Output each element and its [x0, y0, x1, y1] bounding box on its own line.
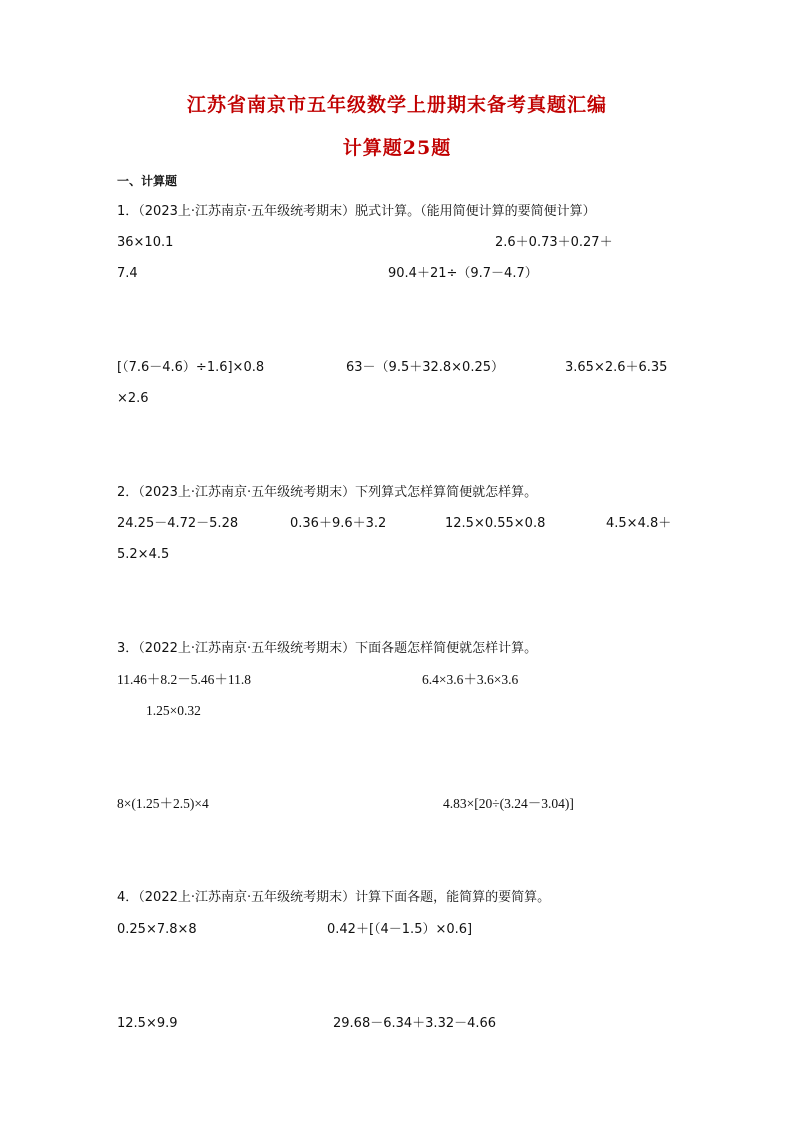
question-4-stem: 4．（2022上·江苏南京·五年级统考期末）计算下面各题，能简算的要简算。	[117, 890, 551, 905]
q2-expression-3: 12.5×0.55×0.8	[445, 516, 546, 531]
question-1-stem: 1．（2023上·江苏南京·五年级统考期末）脱式计算。（能用简便计算的要简便计算）	[117, 204, 596, 219]
q1-expression-2-wrap: 7.4	[117, 266, 138, 281]
q3-expression-5: 4.83×[20÷(3.24－3.04)]	[443, 796, 574, 811]
question-3-stem: 3．（2022上·江苏南京·五年级统考期末）下面各题怎样简便就怎样计算。	[117, 641, 538, 656]
q3-expression-2: 6.4×3.6＋3.6×3.6	[422, 672, 519, 687]
q4-expression-2: 0.42＋[（4－1.5）×0.6]	[327, 922, 473, 937]
q3-expression-1: 11.46＋8.2－5.46＋11.8	[117, 672, 251, 687]
q4-expression-3: 12.5×9.9	[117, 1016, 178, 1031]
q1-expression-5: 63－（9.5＋32.8×0.25）	[346, 360, 504, 375]
q1-expression-1: 36×10.1	[117, 235, 174, 250]
q3-expression-4: 8×(1.25＋2.5)×4	[117, 796, 209, 811]
q1-expression-6: 3.65×2.6＋6.35	[565, 360, 668, 375]
q1-expression-3: 90.4＋21÷（9.7－4.7）	[388, 266, 538, 281]
q2-expression-1: 24.25－4.72－5.28	[117, 516, 239, 531]
q1-expression-6-wrap: ×2.6	[117, 391, 149, 406]
document-subtitle: 计算题25题	[342, 137, 452, 159]
q1-expression-4: [（7.6－4.6）÷1.6]×0.8	[117, 360, 265, 375]
question-2-stem: 2．（2023上·江苏南京·五年级统考期末）下列算式怎样算简便就怎样算。	[117, 485, 538, 500]
q2-expression-4: 4.5×4.8＋	[606, 516, 672, 531]
q4-expression-4: 29.68－6.34＋3.32－4.66	[333, 1016, 497, 1031]
q3-expression-3: 1.25×0.32	[146, 703, 201, 718]
q4-expression-1: 0.25×7.8×8	[117, 922, 197, 937]
section-heading: 一、计算题	[117, 174, 178, 188]
q1-expression-2: 2.6＋0.73＋0.27＋	[495, 235, 613, 250]
q2-expression-4-wrap: 5.2×4.5	[117, 547, 170, 562]
q2-expression-2: 0.36＋9.6＋3.2	[290, 516, 387, 531]
document-title: 江苏省南京市五年级数学上册期末备考真题汇编	[186, 94, 607, 116]
